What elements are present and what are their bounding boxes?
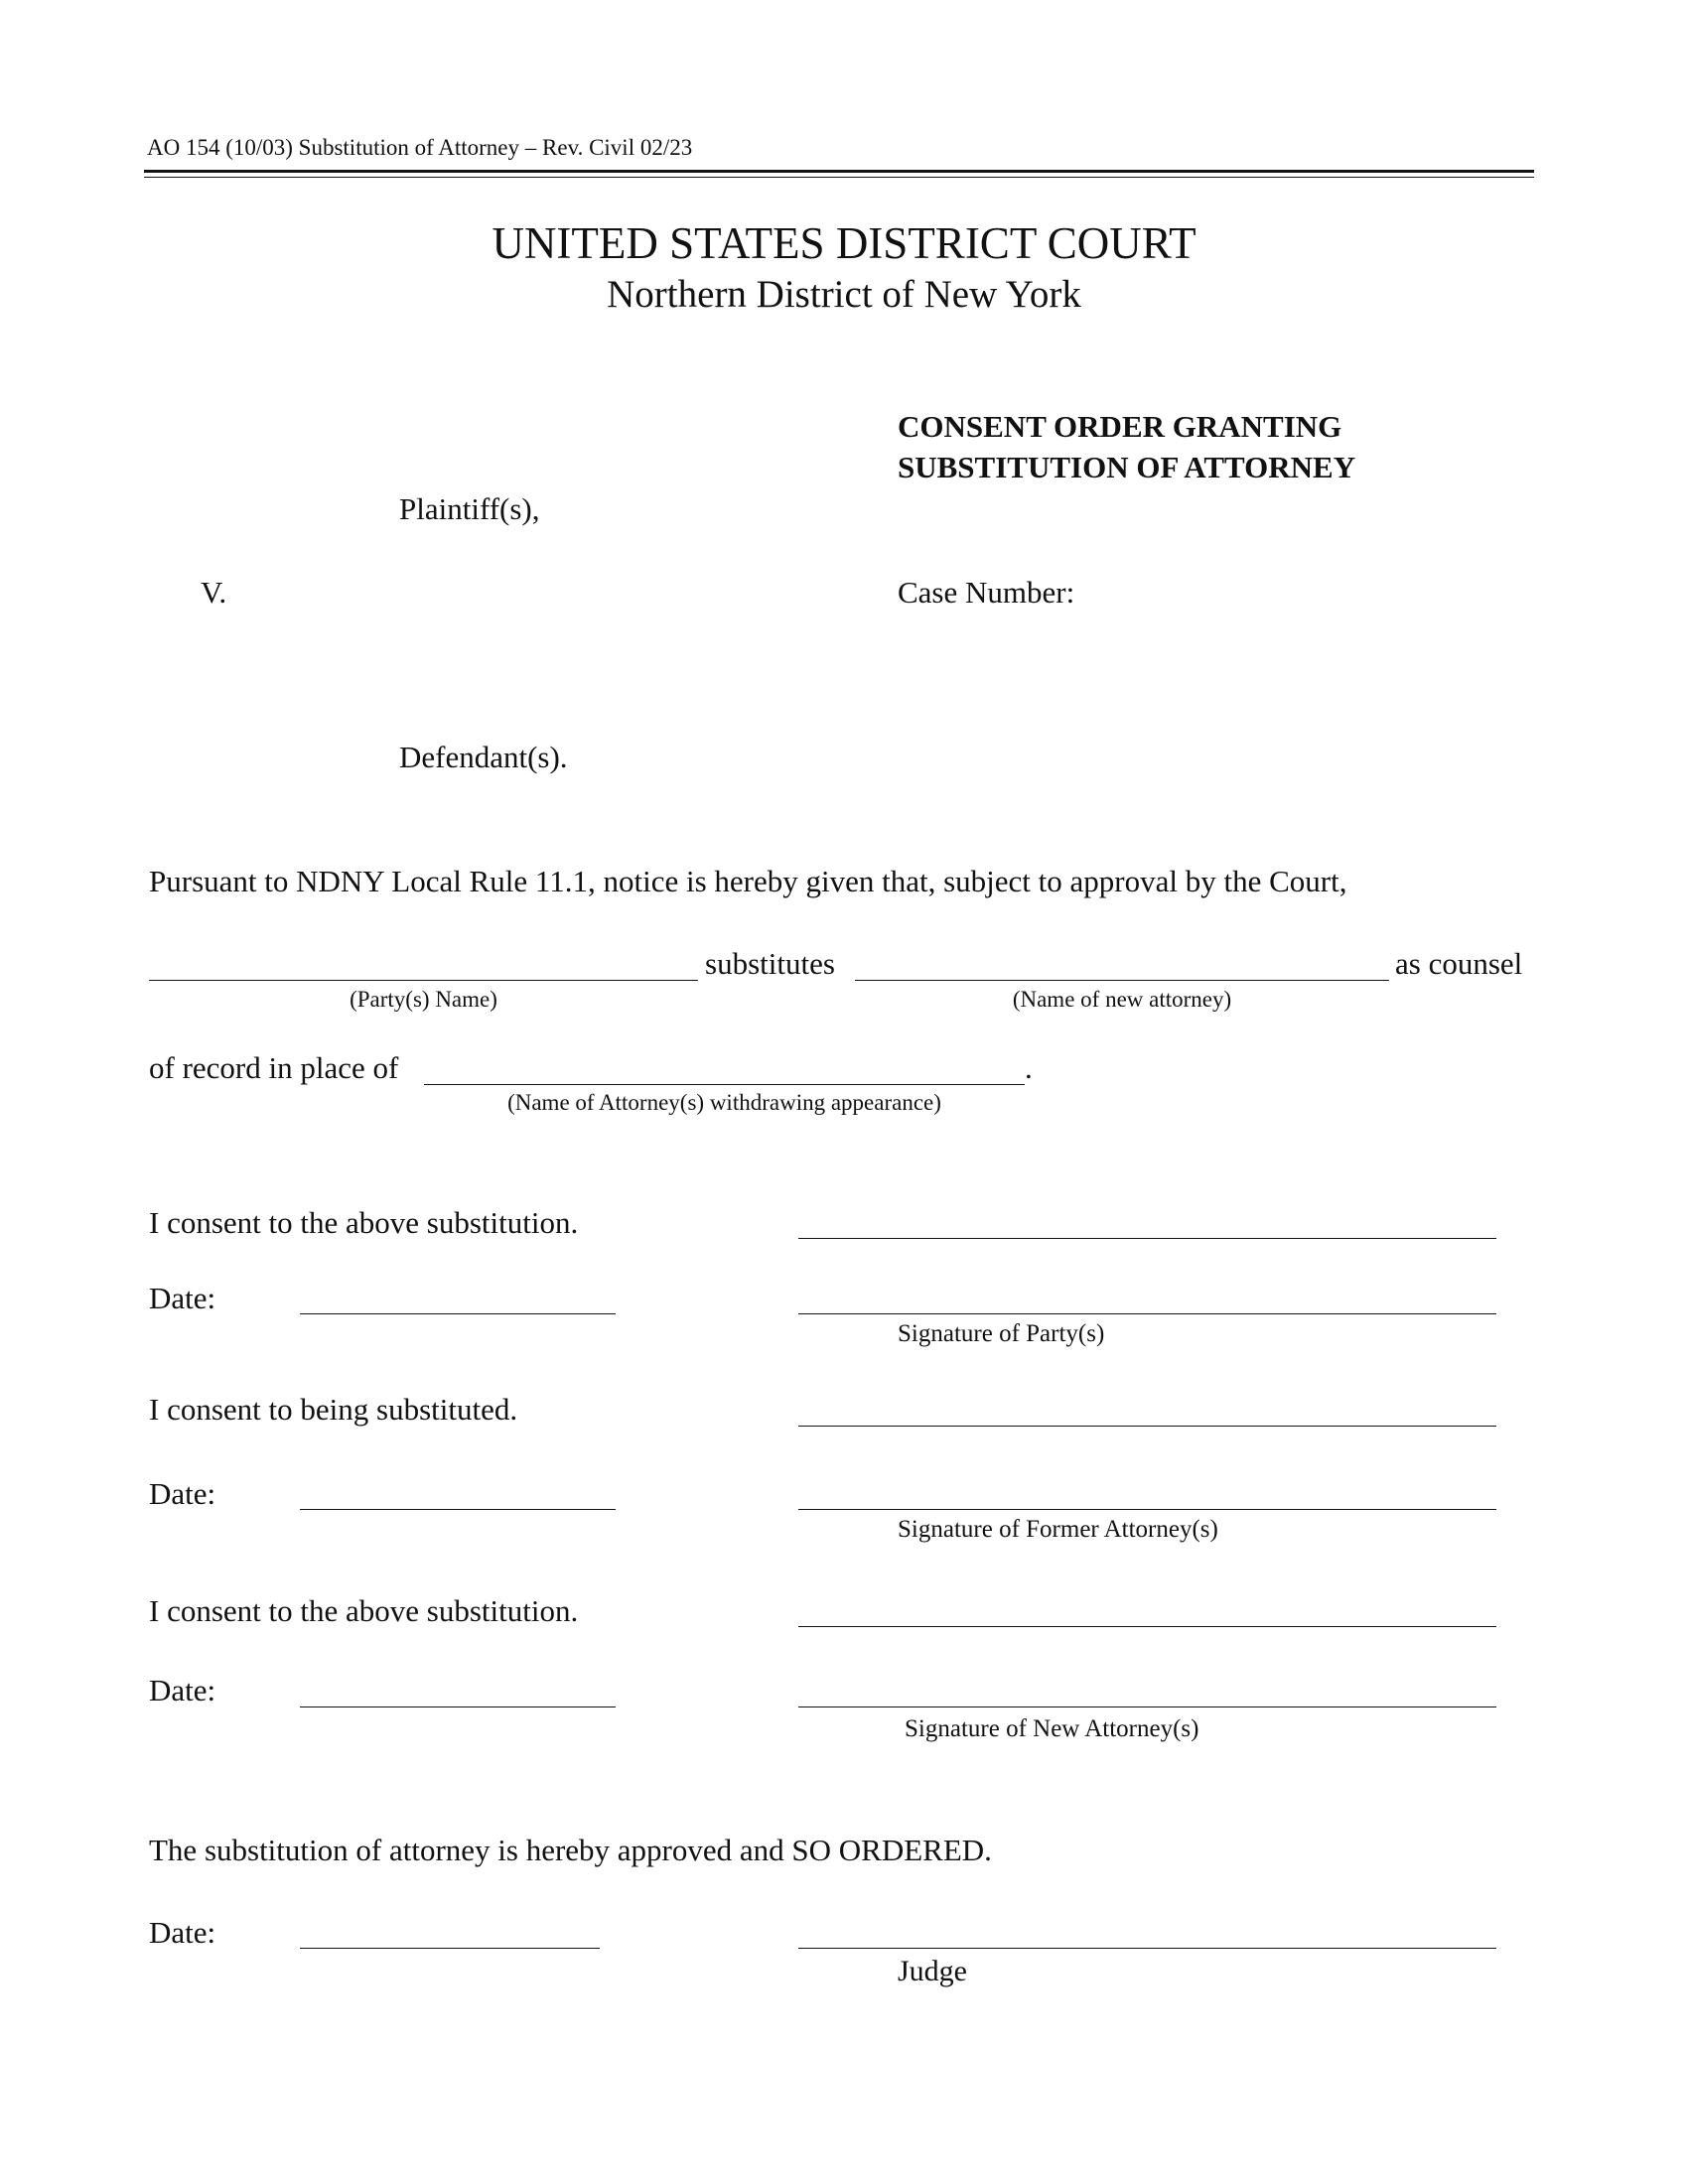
plaintiff-label: Plaintiff(s), <box>399 491 540 526</box>
consent-name-line[interactable] <box>798 1426 1496 1427</box>
signature-line[interactable] <box>798 1313 1496 1314</box>
consent-name-line[interactable] <box>798 1626 1496 1627</box>
party-name-label: (Party(s) Name) <box>350 987 497 1012</box>
signature-label: Signature of Party(s) <box>898 1320 1105 1347</box>
signature-label: Signature of New Attorney(s) <box>905 1715 1199 1742</box>
consent-statement: I consent to the above substitution. <box>149 1593 579 1628</box>
party-name-line[interactable] <box>149 980 698 981</box>
substitutes-text: substitutes <box>705 946 835 981</box>
consent-name-line[interactable] <box>798 1238 1496 1239</box>
judge-signature-line[interactable] <box>798 1948 1496 1949</box>
date-label: Date: <box>149 1476 216 1511</box>
header-rule-thin <box>144 177 1534 178</box>
withdrawing-attorney-label: (Name of Attorney(s) withdrawing appearance) <box>507 1090 941 1115</box>
defendant-label: Defendant(s). <box>399 740 568 774</box>
of-record-text: of record in place of <box>149 1050 399 1085</box>
consent-statement: I consent to the above substitution. <box>149 1205 579 1240</box>
signature-line[interactable] <box>798 1706 1496 1707</box>
court-district: Northern District of New York <box>607 273 1081 316</box>
judge-label: Judge <box>898 1955 967 1987</box>
date-line[interactable] <box>300 1706 616 1707</box>
date-line[interactable] <box>300 1313 616 1314</box>
withdrawing-attorney-line[interactable] <box>424 1084 1025 1085</box>
notice-intro: Pursuant to NDNY Local Rule 11.1, notice is hereby given that, subject to approval by the Court, <box>149 864 1347 898</box>
consent-statement: I consent to being substituted. <box>149 1392 518 1427</box>
versus-label: V. <box>201 575 227 610</box>
date-line[interactable] <box>300 1509 616 1510</box>
order-title-line1: CONSENT ORDER GRANTING <box>898 409 1342 444</box>
new-attorney-label: (Name of new attorney) <box>1012 987 1232 1012</box>
date-label: Date: <box>149 1281 216 1315</box>
order-statement: The substitution of attorney is hereby approved and SO ORDERED. <box>149 1833 992 1867</box>
court-name: UNITED STATES DISTRICT COURT <box>492 218 1196 268</box>
order-date-line[interactable] <box>300 1948 600 1949</box>
signature-line[interactable] <box>798 1509 1496 1510</box>
new-attorney-line[interactable] <box>855 980 1389 981</box>
header-rule-thick <box>144 170 1534 173</box>
date-label: Date: <box>149 1673 216 1707</box>
as-counsel-text: as counsel <box>1395 946 1523 981</box>
period-text: . <box>1025 1050 1033 1085</box>
case-number-label: Case Number: <box>898 575 1075 610</box>
order-title-line2: SUBSTITUTION OF ATTORNEY <box>898 450 1356 484</box>
signature-label: Signature of Former Attorney(s) <box>898 1516 1218 1543</box>
order-date-label: Date: <box>149 1915 216 1950</box>
form-code: AO 154 (10/03) Substitution of Attorney – Rev. Civil 02/23 <box>147 135 693 160</box>
